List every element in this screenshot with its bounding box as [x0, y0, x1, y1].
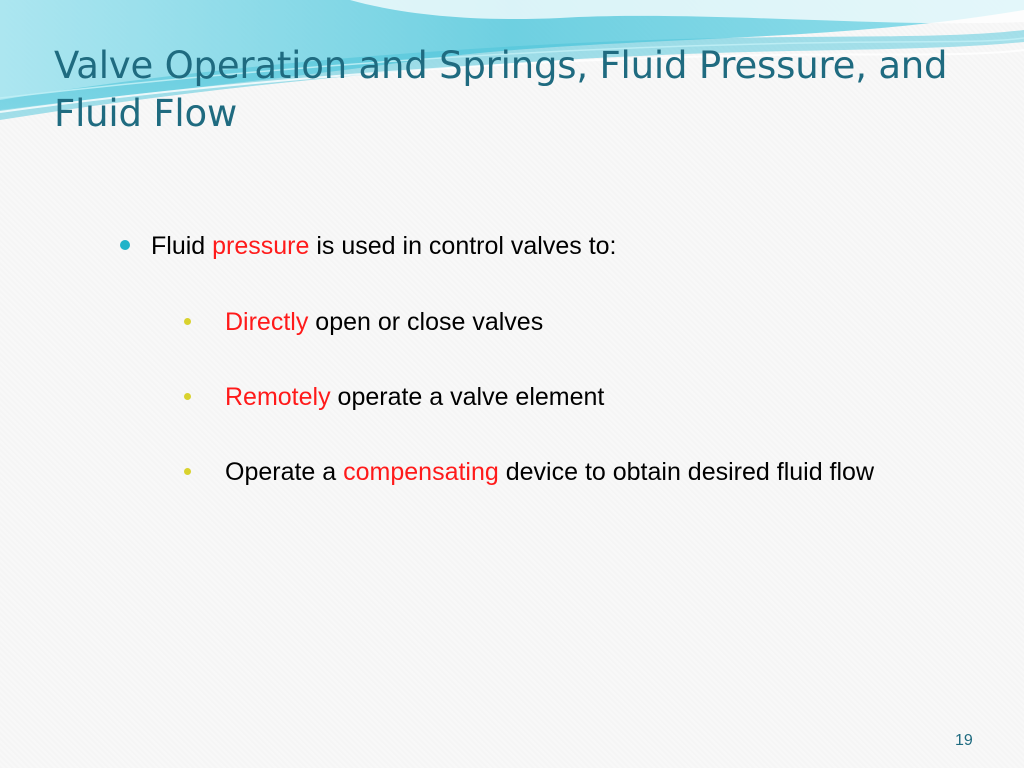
highlight-text: Directly [225, 308, 309, 336]
subbullet-dot-icon [184, 318, 191, 325]
subbullet-dot-icon [184, 468, 191, 475]
slide-title: Valve Operation and Springs, Fluid Pressure, and Fluid Flow [54, 44, 948, 135]
subbullet-text: Operate a compensating device to obtain desired fluid flow [225, 458, 875, 486]
subbullet-item-directly [184, 308, 1000, 348]
highlight-text: pressure [212, 232, 310, 260]
bullet-text: Fluid pressure is used in control valves to: [151, 232, 617, 260]
subbullet-text: Directly open or close valves [225, 308, 544, 336]
highlight-text: compensating [343, 458, 499, 486]
subbullet-item-remotely [184, 383, 1000, 423]
subbullet-item-compensating [184, 458, 1000, 498]
bullet-item-fluid-pressure [120, 232, 1000, 272]
subbullet-text: Remotely operate a valve element [225, 383, 605, 411]
highlight-text: Remotely [225, 383, 331, 411]
page-number: 19 [955, 732, 973, 749]
bullet-list [120, 232, 1000, 498]
bullet-dot-icon [120, 240, 130, 250]
subbullet-dot-icon [184, 393, 191, 400]
